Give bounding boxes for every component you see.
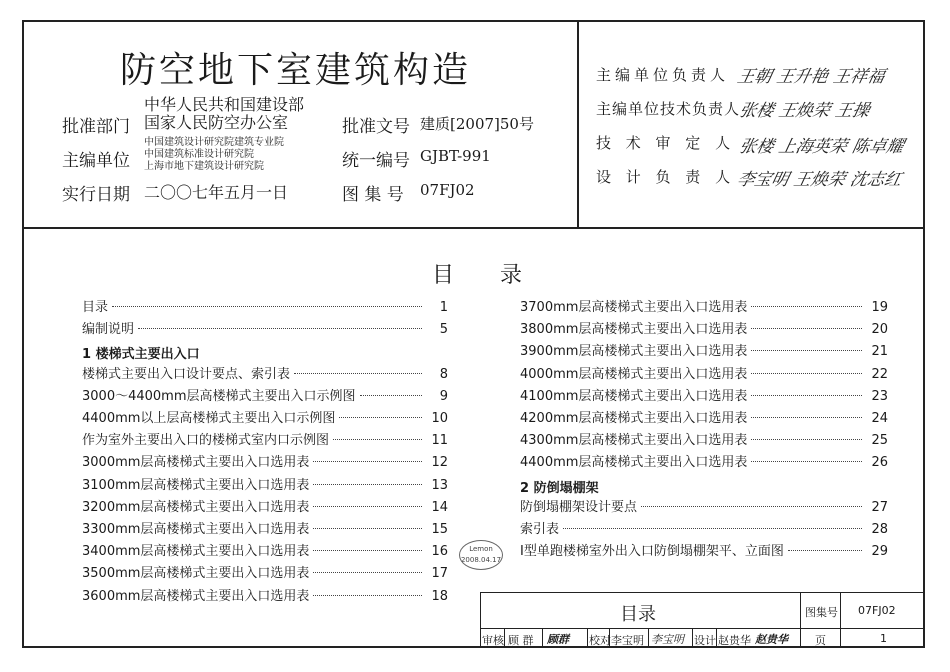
approval-no-label: 批准文号 — [342, 117, 410, 137]
signature-design-lead: 李宝明 王焕荣 沈志红 — [735, 170, 904, 190]
impl-date-value: 二〇〇七年五月一日 — [144, 183, 289, 202]
stamp-line-2: 2008.04.17 — [460, 556, 502, 564]
header-divider-horizontal — [22, 227, 925, 229]
toc-leader-dots — [751, 306, 862, 307]
toc-entry-page: 28 — [871, 522, 888, 537]
toc-entry[interactable] — [520, 496, 888, 518]
toc-entry[interactable] — [520, 540, 888, 562]
toc-entry-title: 4400mm层高楼梯式主要出入口选用表 — [520, 455, 748, 471]
toc-entry-title: 楼梯式主要出入口设计要点、索引表 — [82, 366, 291, 382]
impl-date-label: 实行日期 — [62, 185, 130, 205]
toc-entry-page: 13 — [431, 477, 448, 493]
toc-entry[interactable] — [520, 407, 888, 429]
toc-entry[interactable] — [520, 451, 888, 473]
toc-entry-page: 14 — [431, 499, 448, 515]
atlas-label: 图集号 — [805, 606, 838, 619]
toc-leader-dots — [313, 528, 422, 529]
toc-entry-page: 9 — [439, 388, 448, 404]
toc-leader-dots — [751, 439, 862, 440]
toc-leader-dots — [138, 328, 422, 329]
toc-leader-dots — [339, 417, 422, 418]
toc-entry[interactable] — [520, 363, 888, 385]
toc-leader-dots — [313, 550, 422, 551]
toc-leader-dots — [360, 395, 423, 396]
review-label: 审核 — [482, 634, 504, 647]
toc-leader-dots — [641, 506, 862, 507]
toc-entry-title: 4300mm层高楼梯式主要出入口选用表 — [520, 433, 748, 449]
toc-entry-page: 24 — [871, 411, 888, 426]
toc-entry-page: 17 — [431, 566, 448, 582]
approval-dept-value — [144, 96, 304, 132]
toc-leader-dots — [112, 306, 422, 307]
cell-divider — [504, 628, 505, 648]
toc-entry-title: 目录 — [82, 300, 109, 315]
atlas-no-value: 07FJ02 — [420, 181, 475, 199]
toc-section-heading: 2 防倒塌棚架 — [520, 480, 599, 496]
toc-entry-page: 11 — [431, 433, 448, 449]
toc-entry-title: 防倒塌棚架设计要点 — [520, 499, 638, 515]
toc-leader-dots — [333, 439, 422, 440]
toc-entry-page: 20 — [871, 322, 888, 338]
approval-dept-line-1: 中华人民共和国建设部 — [144, 95, 305, 114]
editor-unit-value — [144, 137, 284, 173]
approval-dept-line-2: 国家人民防空办公室 — [144, 113, 289, 132]
toc-entry-title: 编制说明 — [82, 322, 135, 338]
unified-no-value: GJBT-991 — [420, 147, 491, 165]
editor-unit-line-1: 中国建筑设计研究院建筑专业院 — [144, 137, 284, 148]
signature-chief-unit: 王朝 王升艳 王祥福 — [735, 67, 887, 87]
toc-entry[interactable] — [82, 318, 448, 340]
role-chief-unit: 主编单位负责人 — [596, 66, 730, 84]
reviewer-signature: 顾群 — [547, 633, 569, 646]
toc-entry[interactable] — [82, 585, 448, 607]
role-tech-lead: 主编单位技术负责人 — [596, 100, 741, 118]
toc-leader-dots — [751, 328, 862, 329]
toc-leader-dots — [751, 461, 862, 462]
toc-entry-title: 3000～4400mm层高楼梯式主要出入口示例图 — [82, 388, 356, 404]
toc-entry-title: 4400mm以上层高楼梯式主要出入口示例图 — [82, 411, 336, 426]
toc-leader-dots — [313, 572, 422, 573]
toc-leader-dots — [294, 373, 422, 374]
toc-entry-page: 19 — [871, 300, 888, 315]
designer-signature: 赵贵华 — [755, 633, 788, 646]
toc-entry[interactable] — [520, 518, 888, 540]
checker-name: 李宝明 — [611, 634, 644, 647]
cell-divider — [716, 628, 717, 648]
toc-leader-dots — [751, 417, 862, 418]
toc-entry-title: 3200mm层高楼梯式主要出入口选用表 — [82, 499, 310, 515]
toc-leader-dots — [751, 395, 862, 396]
toc-entry[interactable] — [82, 407, 448, 429]
role-tech-review: 技 术 审 定 人 — [596, 134, 736, 152]
header-divider-vertical — [577, 20, 579, 228]
toc-entry[interactable] — [520, 429, 888, 451]
toc-leader-dots — [751, 373, 862, 374]
toc-entry[interactable] — [520, 340, 888, 362]
toc-entry-page: 18 — [431, 588, 448, 604]
toc-entry[interactable] — [82, 518, 448, 540]
checker-signature: 李宝明 — [651, 633, 684, 646]
toc-entry[interactable] — [82, 496, 448, 518]
check-label: 校对 — [589, 634, 611, 647]
toc-entry-page: 16 — [431, 544, 448, 560]
toc-entry-page: 10 — [431, 411, 448, 426]
cell-divider — [800, 628, 801, 648]
toc-entry[interactable] — [520, 318, 888, 340]
toc-entry-title: 3000mm层高楼梯式主要出入口选用表 — [82, 455, 310, 471]
cell-divider — [587, 628, 588, 648]
toc-leader-dots — [313, 506, 422, 507]
approval-dept-label: 批准部门 — [62, 117, 130, 137]
toc-entry[interactable] — [82, 363, 448, 385]
toc-entry-title: 3600mm层高楼梯式主要出入口选用表 — [82, 588, 310, 604]
toc-entry-page: 15 — [431, 522, 448, 537]
toc-entry-page: 23 — [871, 388, 888, 404]
approval-no-value: 建质[2007]50号 — [420, 115, 534, 133]
toc-entry-title: 3500mm层高楼梯式主要出入口选用表 — [82, 566, 310, 582]
toc-entry[interactable] — [82, 429, 448, 451]
unified-no-label: 统一编号 — [342, 151, 410, 171]
editor-unit-label: 主编单位 — [62, 151, 130, 171]
cell-divider — [840, 628, 841, 648]
page-title: 防空地下室建筑构造 — [120, 50, 472, 91]
signature-tech-review: 张楼 上海英荣 陈卓耀 — [737, 137, 906, 157]
toc-entry-page: 1 — [439, 300, 448, 315]
receipt-stamp — [459, 540, 503, 570]
toc-entry-page: 26 — [871, 455, 888, 471]
toc-entry[interactable] — [82, 451, 448, 473]
toc-entry-page: 25 — [871, 433, 888, 449]
cell-divider — [692, 628, 693, 648]
toc-entry-title: 3900mm层高楼梯式主要出入口选用表 — [520, 344, 748, 360]
toc-title: 目录 — [432, 263, 569, 288]
design-label: 设计 — [694, 634, 716, 647]
toc-section-heading: 1 楼梯式主要出入口 — [82, 347, 200, 363]
toc-entry-title: 3700mm层高楼梯式主要出入口选用表 — [520, 300, 748, 315]
toc-entry[interactable] — [82, 540, 448, 562]
title-block-divider — [480, 628, 925, 629]
cell-divider — [648, 628, 649, 648]
toc-entry[interactable] — [520, 385, 888, 407]
toc-entry[interactable] — [82, 474, 448, 496]
toc-entry-title: 4100mm层高楼梯式主要出入口选用表 — [520, 388, 748, 404]
atlas-no-label: 图 集 号 — [342, 185, 404, 205]
toc-entry[interactable] — [82, 296, 448, 318]
page-label: 页 — [815, 634, 826, 647]
toc-entry-page: 21 — [871, 344, 888, 360]
editor-unit-line-3: 上海市地下建筑设计研究院 — [144, 161, 264, 172]
page-value: 1 — [880, 632, 887, 645]
toc-leader-dots — [313, 484, 422, 485]
toc-entry-title: Ⅰ型单跑楼梯室外出入口防倒塌棚架平、立面图 — [520, 544, 784, 560]
toc-entry-title: 3100mm层高楼梯式主要出入口选用表 — [82, 477, 310, 493]
toc-entry[interactable] — [520, 296, 888, 318]
toc-entry-title: 索引表 — [520, 522, 560, 537]
title-block-title: 目录 — [620, 604, 656, 625]
designer-name: 赵贵华 — [718, 634, 751, 647]
toc-leader-dots — [751, 350, 862, 351]
toc-entry-title: 3400mm层高楼梯式主要出入口选用表 — [82, 544, 310, 560]
toc-leader-dots — [313, 461, 422, 462]
toc-entry-title: 4200mm层高楼梯式主要出入口选用表 — [520, 411, 748, 426]
editor-unit-line-2: 中国建筑标准设计研究院 — [144, 149, 254, 160]
role-design-lead: 设 计 负 责 人 — [596, 168, 736, 186]
toc-entry-page: 8 — [439, 366, 448, 382]
stamp-line-1: Lemon — [469, 545, 493, 553]
toc-entry-title: 3300mm层高楼梯式主要出入口选用表 — [82, 522, 310, 537]
toc-entry-title: 3800mm层高楼梯式主要出入口选用表 — [520, 322, 748, 338]
atlas-value: 07FJ02 — [858, 604, 896, 617]
toc-entry-title: 4000mm层高楼梯式主要出入口选用表 — [520, 366, 748, 382]
toc-entry-page: 5 — [439, 322, 448, 338]
toc-entry-page: 29 — [871, 544, 888, 560]
toc-entry-page: 12 — [431, 455, 448, 471]
reviewer-name: 顾 群 — [508, 634, 534, 647]
toc-leader-dots — [563, 528, 862, 529]
toc-leader-dots — [788, 550, 862, 551]
toc-entry[interactable] — [82, 562, 448, 584]
toc-leader-dots — [313, 595, 422, 596]
toc-entry-page: 27 — [871, 499, 888, 515]
toc-entry-title: 作为室外主要出入口的楼梯式室内口示例图 — [82, 433, 330, 449]
toc-entry[interactable] — [82, 385, 448, 407]
toc-entry-page: 22 — [871, 366, 888, 382]
signature-tech-lead: 张楼 王焕荣 王操 — [737, 101, 872, 121]
cell-divider — [542, 628, 543, 648]
